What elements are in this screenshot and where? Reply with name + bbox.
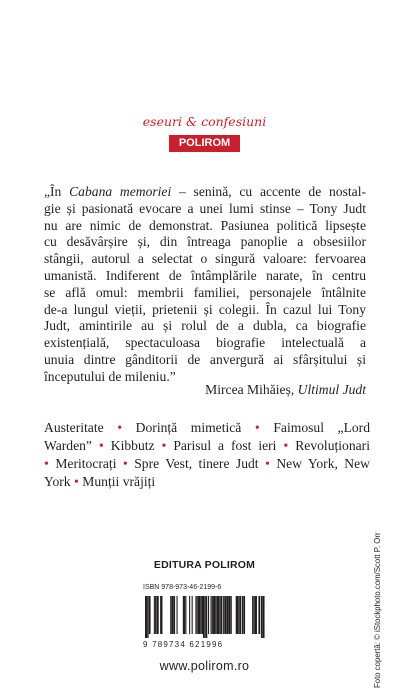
topic-item: Spre Vest, tinere Judt bbox=[134, 456, 259, 471]
quote-line: începutului de mileniu.” bbox=[44, 368, 176, 384]
barcode-bar bbox=[204, 596, 205, 638]
barcode-bar bbox=[184, 596, 185, 634]
bullet: • bbox=[44, 457, 49, 472]
barcode-bar bbox=[149, 596, 151, 634]
quote-attribution bbox=[205, 382, 366, 398]
isbn-label: ISBN 978-973-46-2199-6 bbox=[143, 584, 222, 591]
barcode-bar bbox=[237, 596, 238, 634]
barcode-bar bbox=[154, 596, 155, 634]
barcode-bar bbox=[200, 596, 201, 634]
barcode-bar bbox=[227, 596, 228, 634]
quote-line: unuia dintre gânditorii de anvergură ai sfârșitului și bbox=[44, 351, 366, 367]
barcode-bar bbox=[253, 596, 254, 634]
attribution-work: Ultimul Judt bbox=[297, 382, 366, 397]
quote-line: de-a lungul vieții, prietenii și colegii. În cazul lui Tony bbox=[44, 301, 366, 317]
barcode-bar bbox=[174, 596, 175, 634]
topic-item: Dorință mimetică bbox=[135, 420, 242, 435]
barcode-bar bbox=[189, 596, 190, 634]
barcode-bar bbox=[223, 596, 224, 634]
topic-item: Warden” bbox=[44, 438, 92, 453]
imprint: EDITURA POLIROM bbox=[153, 559, 256, 571]
attribution-author: Mircea Mihăieș, bbox=[205, 382, 295, 397]
barcode-bar bbox=[242, 596, 243, 634]
quote-line: Judt, amintirile au și rolul de a dubla, ca biografie bbox=[44, 318, 366, 334]
bullet: • bbox=[117, 421, 123, 436]
publisher-badge: POLIROM bbox=[169, 135, 240, 152]
barcode-bar bbox=[218, 596, 219, 634]
barcode-bar bbox=[185, 596, 186, 634]
blurb-quote bbox=[44, 184, 366, 386]
barcode-bar bbox=[243, 596, 245, 634]
quote-line: „În Cabana memoriei – senină, cu accente de nostal- bbox=[44, 184, 367, 199]
barcode-bar bbox=[208, 596, 209, 634]
quote-line: gie și pasionată evocare a unei lumi stinse – Tony Judt bbox=[44, 200, 366, 216]
barcode bbox=[143, 596, 267, 638]
barcode-bar bbox=[199, 596, 200, 634]
barcode-bar bbox=[240, 596, 242, 634]
barcode-bar bbox=[161, 596, 162, 634]
topic-item: York bbox=[44, 474, 71, 489]
barcode-bar bbox=[148, 596, 149, 638]
barcode-bar bbox=[197, 596, 198, 634]
quote-line: umanistă. Indiferent de întâmplările narate, în centru bbox=[44, 267, 366, 283]
topic-item: New York, New bbox=[276, 456, 370, 471]
barcode-bar bbox=[219, 596, 220, 634]
series-title: eseuri & confesiuni bbox=[142, 114, 267, 129]
topic-line bbox=[44, 455, 370, 473]
bullet: • bbox=[98, 439, 104, 454]
barcode-bar bbox=[205, 596, 207, 638]
quote-line: stângii, autorul a selectat o singură valoare: fervoarea bbox=[44, 251, 366, 267]
barcode-bar bbox=[212, 596, 213, 634]
bullet: • bbox=[122, 457, 128, 472]
bullet: • bbox=[161, 439, 167, 454]
barcode-bar bbox=[256, 596, 257, 634]
barcode-bar bbox=[258, 596, 260, 634]
barcode-bar bbox=[203, 596, 204, 638]
topic-item: Austeritate bbox=[44, 420, 104, 435]
barcode-bar bbox=[155, 596, 156, 634]
barcode-number: 9 789734 621996 bbox=[143, 640, 224, 649]
barcode-bar bbox=[216, 596, 217, 634]
barcode-bar bbox=[229, 596, 230, 634]
bullet: • bbox=[254, 421, 260, 436]
topic-item: Kibbutz bbox=[110, 438, 155, 453]
cover-photo-credit: Foto copertă: © iStockphoto.com/Scott P. Orr bbox=[373, 532, 382, 688]
barcode-bar bbox=[231, 596, 232, 634]
bullet: • bbox=[73, 475, 79, 490]
barcode-bar bbox=[195, 596, 196, 634]
barcode-bar bbox=[214, 596, 215, 634]
barcode-bar bbox=[221, 596, 223, 634]
barcode-bar bbox=[173, 596, 174, 634]
topic-item: Munții vrăjiți bbox=[82, 474, 156, 489]
quote-line: existențială, spectaculoasa biografie intelectuală a bbox=[44, 335, 366, 351]
barcode-bar bbox=[146, 596, 147, 638]
bullet: • bbox=[265, 457, 270, 472]
barcode-bar bbox=[238, 596, 239, 634]
bullet: • bbox=[283, 439, 289, 454]
barcode-bar bbox=[211, 596, 212, 634]
website: www.polirom.ro bbox=[159, 659, 250, 673]
topic-item: Revoluționari bbox=[295, 438, 370, 453]
topic-item: Faimosul „Lord bbox=[273, 420, 370, 435]
barcode-bar bbox=[226, 596, 227, 634]
barcode-bar bbox=[192, 596, 193, 634]
quote-line: nu are nimic de demonstrat. Pasiunea politică lipsește bbox=[44, 217, 366, 233]
quote-line: se află omul: membrii familiei, personajele întâlnite bbox=[44, 284, 366, 300]
chapter-topics bbox=[44, 419, 370, 491]
topic-line bbox=[44, 419, 370, 437]
topic-line bbox=[44, 473, 370, 491]
topic-item: Parisul a fost ieri bbox=[173, 438, 277, 453]
barcode-bar bbox=[261, 596, 262, 638]
barcode-bar bbox=[252, 596, 253, 634]
topic-line bbox=[44, 437, 370, 455]
barcode-bar bbox=[263, 596, 264, 638]
barcode-bar bbox=[170, 596, 171, 634]
barcode-bar bbox=[177, 596, 178, 634]
topic-item: Meritocrați bbox=[55, 456, 117, 471]
barcode-bar bbox=[158, 596, 159, 634]
quote-line: cu desăvârșire și, din întreaga panoplie a obsesiilor bbox=[44, 234, 366, 250]
